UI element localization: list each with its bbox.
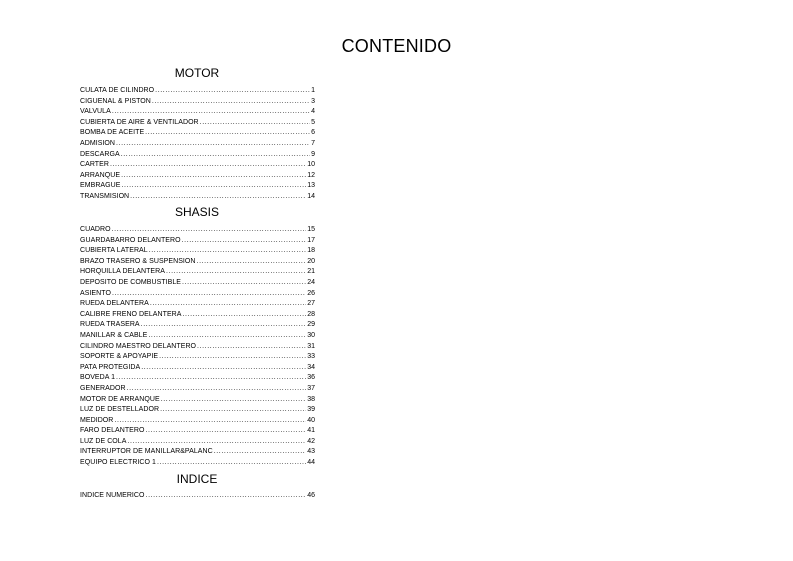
toc-entry bbox=[80, 150, 315, 161]
toc-entry-label: MOTOR DE ARRANQUE bbox=[80, 395, 160, 403]
toc-entry-page-number: 38 bbox=[307, 395, 315, 403]
dot-leader bbox=[121, 171, 306, 182]
toc-entry-page-number: 28 bbox=[307, 310, 315, 318]
dot-leader bbox=[160, 405, 306, 416]
toc-entry-label: SOPORTE & APOYAPIE bbox=[80, 353, 159, 361]
toc-entry-label: CUADRO bbox=[80, 226, 111, 233]
dot-leader bbox=[159, 352, 306, 363]
dot-leader bbox=[157, 458, 306, 469]
toc-entry-label: CUBIERTA DE AIRE & VENTILADOR bbox=[80, 118, 199, 126]
dot-leader bbox=[121, 150, 310, 161]
toc-entry-label: DESCARGA bbox=[80, 150, 120, 158]
toc-entry-page-number: 43 bbox=[307, 448, 315, 456]
toc-entry-page-number: 24 bbox=[307, 278, 315, 286]
dot-leader bbox=[148, 331, 306, 342]
toc-entry-page-number: 42 bbox=[307, 437, 315, 445]
toc-entry-page-number: 21 bbox=[307, 268, 315, 276]
toc-entry bbox=[80, 225, 315, 236]
dot-leader bbox=[149, 246, 306, 257]
dot-leader bbox=[182, 278, 306, 289]
toc-entry-page-number: 34 bbox=[307, 363, 315, 371]
toc-entry bbox=[80, 426, 315, 437]
toc-entry-page-number: 13 bbox=[307, 182, 315, 190]
dot-leader bbox=[183, 310, 307, 321]
dot-leader bbox=[152, 97, 310, 108]
toc-entry bbox=[80, 257, 315, 268]
toc-entry-label: ADMISION bbox=[80, 139, 116, 147]
dot-leader bbox=[110, 160, 306, 171]
toc-entry-label: GENERADOR bbox=[80, 384, 126, 392]
toc-entry bbox=[80, 320, 315, 331]
toc-entry-label: INDICE NUMERICO bbox=[80, 492, 145, 499]
toc-entry-label: CIGUENAL & PISTON bbox=[80, 97, 151, 105]
dot-leader bbox=[116, 373, 306, 384]
toc-entry-page-number: 26 bbox=[307, 289, 315, 297]
toc-entry bbox=[80, 458, 315, 469]
toc-entry-label: RUEDA TRASERA bbox=[80, 321, 140, 329]
toc-entry bbox=[80, 352, 315, 363]
dot-leader bbox=[161, 395, 307, 406]
toc-list-indice bbox=[80, 491, 315, 502]
toc-entry-label: TRANSMISION bbox=[80, 192, 130, 200]
toc-entry-label: CALIBRE FRENO DELANTERA bbox=[80, 310, 182, 318]
toc-entry-label: CILINDRO MAESTRO DELANTERO bbox=[80, 342, 197, 350]
toc-entry-label: RUEDA DELANTERA bbox=[80, 300, 149, 308]
toc-entry bbox=[80, 128, 315, 139]
dot-leader bbox=[150, 299, 306, 310]
toc-entry bbox=[80, 86, 315, 97]
dot-leader bbox=[114, 416, 306, 427]
toc-entry-label: ASIENTO bbox=[80, 289, 111, 297]
toc-entry-label: EQUIPO ELECTRICO 1 bbox=[80, 459, 156, 467]
toc-entry bbox=[80, 384, 315, 395]
toc-entry-page-number: 5 bbox=[311, 118, 315, 126]
toc-entry bbox=[80, 236, 315, 247]
toc-entry bbox=[80, 310, 315, 321]
toc-entry-label: CUBIERTA LATERAL bbox=[80, 247, 148, 255]
toc-entry-page-number: 44 bbox=[307, 459, 315, 467]
toc-entry bbox=[80, 246, 315, 257]
dot-leader bbox=[145, 128, 310, 139]
toc-entry-label: FARO DELANTERO bbox=[80, 427, 145, 435]
toc-entry bbox=[80, 289, 315, 300]
dot-leader bbox=[121, 181, 306, 192]
dot-leader bbox=[155, 86, 310, 97]
dot-leader bbox=[141, 320, 307, 331]
dot-leader bbox=[130, 192, 306, 203]
toc-entry-page-number: 15 bbox=[307, 226, 315, 233]
section-heading-shasis: SHASIS bbox=[174, 205, 219, 219]
toc-entry bbox=[80, 192, 315, 203]
toc-entry-label: HORQUILLA DELANTERA bbox=[80, 268, 165, 276]
toc-entry bbox=[80, 416, 315, 427]
toc-entry-page-number: 9 bbox=[311, 150, 315, 158]
toc-entry-page-number: 29 bbox=[307, 321, 315, 329]
dot-leader bbox=[197, 342, 306, 353]
toc-list-motor bbox=[80, 86, 315, 203]
dot-leader bbox=[146, 491, 307, 502]
toc-entry bbox=[80, 363, 315, 374]
toc-entry-page-number: 41 bbox=[307, 427, 315, 435]
toc-entry bbox=[80, 373, 315, 384]
toc-entry-page-number: 31 bbox=[307, 342, 315, 350]
dot-leader bbox=[116, 139, 310, 150]
dot-leader bbox=[127, 437, 306, 448]
toc-entry-label: CULATA DE CILINDRO bbox=[80, 87, 155, 94]
toc-entry-page-number: 37 bbox=[307, 384, 315, 392]
toc-entry-label: DEPOSITO DE COMBUSTIBLE bbox=[80, 278, 181, 286]
toc-entry-label: VALVULA bbox=[80, 108, 111, 116]
toc-entry bbox=[80, 97, 315, 108]
toc-entry bbox=[80, 181, 315, 192]
toc-entry-label: CARTER bbox=[80, 161, 109, 169]
toc-entry-page-number: 20 bbox=[307, 257, 315, 265]
toc-entry bbox=[80, 299, 315, 310]
dot-leader bbox=[112, 107, 310, 118]
toc-entry bbox=[80, 405, 315, 416]
dot-leader bbox=[112, 225, 307, 236]
toc-entry-page-number: 17 bbox=[307, 236, 315, 244]
toc-entry bbox=[80, 395, 315, 406]
toc-entry bbox=[80, 107, 315, 118]
toc-entry bbox=[80, 171, 315, 182]
dot-leader bbox=[127, 384, 307, 395]
toc-entry-label: PATA PROTEGIDA bbox=[80, 363, 141, 371]
toc-entry-label: EMBRAGUE bbox=[80, 182, 121, 190]
toc-entry bbox=[80, 267, 315, 278]
toc-entry-page-number: 46 bbox=[307, 492, 315, 499]
toc-entry-page-number: 27 bbox=[307, 300, 315, 308]
toc-entry-page-number: 12 bbox=[307, 171, 315, 179]
toc-entry bbox=[80, 331, 315, 342]
toc-entry-page-number: 6 bbox=[311, 129, 315, 137]
toc-entry-label: BOMBA DE ACEITE bbox=[80, 129, 145, 137]
dot-leader bbox=[214, 447, 306, 458]
toc-entry-page-number: 14 bbox=[307, 192, 315, 200]
toc-entry-page-number: 4 bbox=[311, 108, 315, 116]
toc-entry-label: LUZ DE COLA bbox=[80, 437, 127, 445]
toc-list-shasis bbox=[80, 225, 315, 469]
toc-entry bbox=[80, 139, 315, 150]
toc-entry-label: LUZ DE DESTELLADOR bbox=[80, 406, 160, 414]
dot-leader bbox=[166, 267, 306, 278]
toc-entry-page-number: 40 bbox=[307, 416, 315, 424]
toc-entry-page-number: 10 bbox=[307, 161, 315, 169]
toc-entry bbox=[80, 118, 315, 129]
toc-entry-label: BOVEDA 1 bbox=[80, 374, 116, 382]
toc-entry bbox=[80, 437, 315, 448]
toc-entry bbox=[80, 447, 315, 458]
dot-leader bbox=[182, 236, 307, 247]
toc-entry bbox=[80, 491, 315, 502]
toc-entry bbox=[80, 278, 315, 289]
toc-entry-page-number: 7 bbox=[311, 139, 315, 147]
toc-entry-label: MEDIDOR bbox=[80, 416, 114, 424]
dot-leader bbox=[146, 426, 307, 437]
toc-entry-page-number: 39 bbox=[307, 406, 315, 414]
toc-entry-page-number: 18 bbox=[307, 247, 315, 255]
page-title: CONTENIDO bbox=[341, 36, 452, 56]
dot-leader bbox=[141, 363, 306, 374]
dot-leader bbox=[200, 118, 310, 129]
dot-leader bbox=[112, 289, 306, 300]
toc-entry-label: ARRANQUE bbox=[80, 171, 121, 179]
toc-entry-page-number: 1 bbox=[311, 87, 315, 94]
toc-entry-label: BRAZO TRASERO & SUSPENSION bbox=[80, 257, 196, 265]
section-heading-indice: INDICE bbox=[176, 472, 218, 486]
toc-entry-page-number: 3 bbox=[311, 97, 315, 105]
toc-entry bbox=[80, 342, 315, 353]
section-heading-motor: MOTOR bbox=[174, 66, 220, 80]
toc-entry bbox=[80, 160, 315, 171]
dot-leader bbox=[197, 257, 307, 268]
toc-entry-label: GUARDABARRO DELANTERO bbox=[80, 236, 181, 244]
toc-entry-page-number: 36 bbox=[307, 374, 315, 382]
toc-entry-page-number: 33 bbox=[307, 353, 315, 361]
toc-entry-label: MANILLAR & CABLE bbox=[80, 331, 148, 339]
toc-entry-label: INTERRUPTOR DE MANILLAR&PALANC bbox=[80, 448, 213, 456]
toc-entry-page-number: 30 bbox=[307, 331, 315, 339]
